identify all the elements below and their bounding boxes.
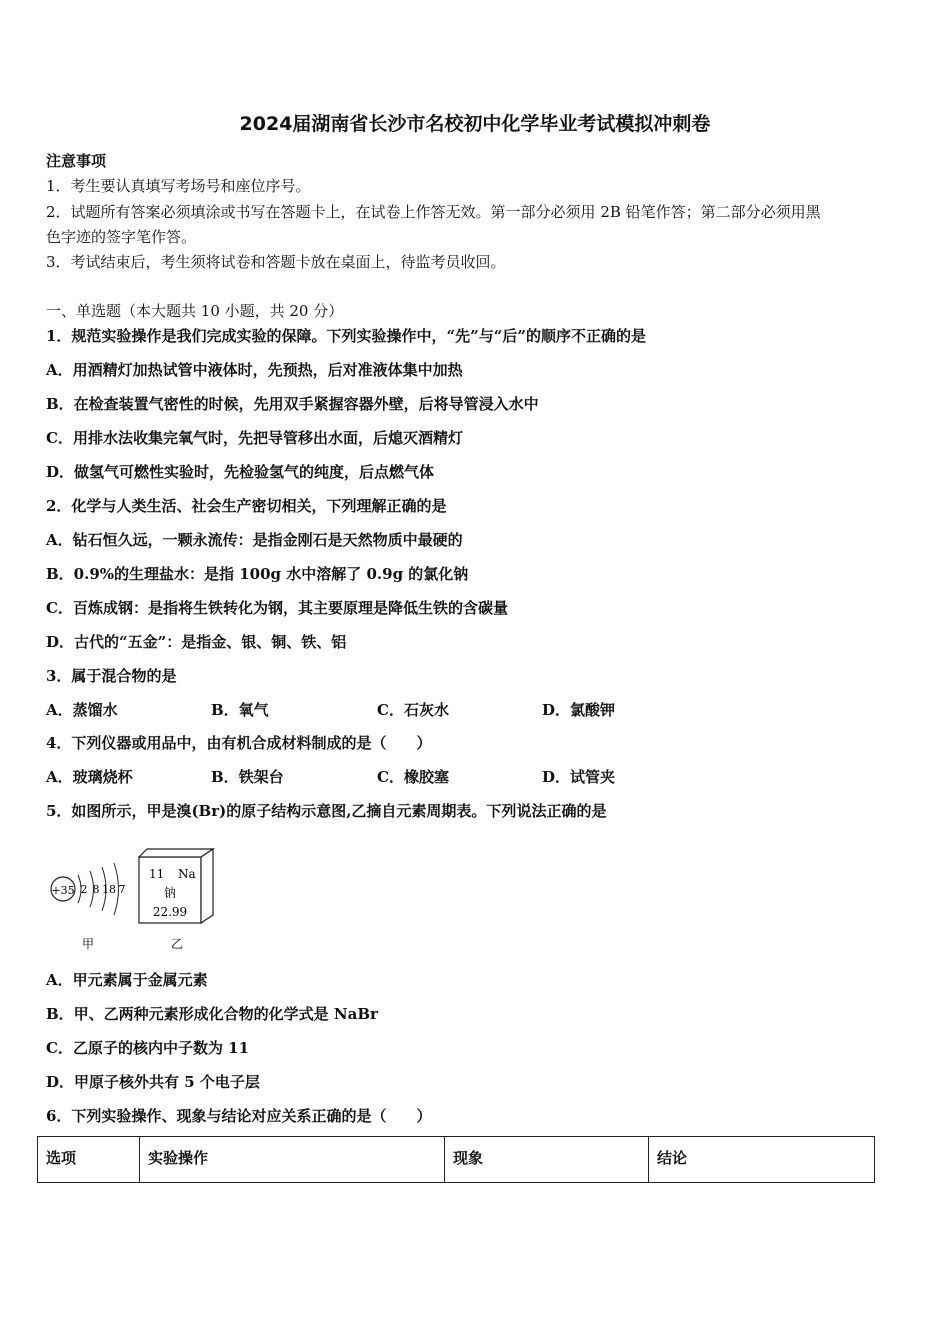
figure-label-b: 乙 bbox=[170, 937, 184, 951]
q1-option-a: A．用酒精灯加热试管中液体时，先预热，后对准液体集中加热 bbox=[46, 361, 463, 379]
question-3-stem: 3．属于混合物的是 bbox=[46, 667, 177, 685]
table-header-row bbox=[38, 1137, 875, 1183]
q1-option-b: B．在检查装置气密性的时候，先用双手紧握容器外壁，后将导管浸入水中 bbox=[46, 395, 539, 413]
notice-heading: 注意事项 bbox=[46, 152, 107, 170]
q4-option-a: A．玻璃烧杯 bbox=[46, 768, 133, 786]
q3-option-a: A．蒸馏水 bbox=[46, 701, 118, 719]
question-4-stem: 4．下列仪器或用品中，由有机合成材料制成的是（ ） bbox=[46, 734, 432, 752]
table-header-cell: 选项 bbox=[38, 1137, 140, 1183]
shell-electrons: 2 bbox=[80, 883, 88, 896]
table-header-cell: 结论 bbox=[649, 1137, 875, 1183]
q3-option-d: D．氯酸钾 bbox=[542, 701, 616, 719]
figure-label-a: 甲 bbox=[81, 937, 95, 951]
table-header-cell: 现象 bbox=[445, 1137, 649, 1183]
q4-option-b: B．铁架台 bbox=[211, 768, 284, 786]
shell-electrons: 8 bbox=[92, 883, 100, 896]
element-name: 钠 bbox=[163, 886, 177, 900]
q2-option-d: D．古代的“五金”：是指金、银、铜、铁、铝 bbox=[46, 633, 347, 651]
section-heading: 一、单选题（本大题共 10 小题，共 20 分） bbox=[46, 302, 344, 320]
q1-option-d: D．做氢气可燃性实验时，先检验氢气的纯度，后点燃气体 bbox=[46, 463, 435, 481]
question-6-stem: 6．下列实验操作、现象与结论对应关系正确的是（ ） bbox=[46, 1107, 432, 1125]
notice-item: 1．考生要认真填写考场号和座位序号。 bbox=[46, 177, 311, 195]
table-header-cell: 实验操作 bbox=[140, 1137, 445, 1183]
page-title: 2024届湖南省长沙市名校初中化学毕业考试模拟冲刺卷 bbox=[239, 113, 711, 135]
notice-item: 色字迹的签字笔作答。 bbox=[46, 228, 197, 246]
q3-option-b: B．氧气 bbox=[211, 701, 269, 719]
question-1-stem: 1．规范实验操作是我们完成实验的保障。下列实验操作中，“先”与“后”的顺序不正确的是 bbox=[46, 327, 646, 345]
q5-option-b: B．甲、乙两种元素形成化合物的化学式是 NaBr bbox=[46, 1005, 378, 1023]
element-cell-side bbox=[201, 849, 213, 923]
q6-table bbox=[37, 1136, 875, 1183]
notice-item: 2．试题所有答案必须填涂或书写在答题卡上，在试卷上作答无效。第一部分必须用 2B 铅笔作答；第二部分必须用黑 bbox=[46, 203, 821, 221]
q5-figure bbox=[44, 840, 234, 960]
q4-option-d: D．试管夹 bbox=[542, 768, 616, 786]
shell-electrons: 18 bbox=[102, 883, 116, 896]
q5-option-c: C．乙原子的核内中子数为 11 bbox=[46, 1039, 250, 1057]
q3-option-c: C．石灰水 bbox=[377, 701, 449, 719]
question-5-stem: 5．如图所示，甲是溴(Br)的原子结构示意图,乙摘自元素周期表。下列说法正确的是 bbox=[46, 802, 607, 820]
question-2-stem: 2．化学与人类生活、社会生产密切相关，下列理解正确的是 bbox=[46, 497, 447, 515]
q5-option-a: A．甲元素属于金属元素 bbox=[46, 971, 208, 989]
q2-option-b: B．0.9%的生理盐水：是指 100g 水中溶解了 0.9g 的氯化钠 bbox=[46, 565, 469, 583]
q5-option-d: D．甲原子核外共有 5 个电子层 bbox=[46, 1073, 260, 1091]
q1-option-c: C．用排水法收集完氧气时，先把导管移出水面，后熄灭酒精灯 bbox=[46, 429, 463, 447]
q2-option-c: C．百炼成钢：是指将生铁转化为钢，其主要原理是降低生铁的含碳量 bbox=[46, 599, 508, 617]
notice-item: 3．考试结束后，考生须将试卷和答题卡放在桌面上，待监考员收回。 bbox=[46, 253, 506, 271]
q4-option-c: C．橡胶塞 bbox=[377, 768, 449, 786]
shell-electrons: 7 bbox=[118, 883, 126, 896]
q2-option-a: A．钻石恒久远，一颗永流传：是指金刚石是天然物质中最硬的 bbox=[46, 531, 463, 549]
element-atomic-mass: 22.99 bbox=[152, 905, 188, 919]
element-symbol: Na bbox=[178, 867, 196, 881]
nucleus-charge: +35 bbox=[51, 884, 75, 897]
element-atomic-number: 11 bbox=[149, 867, 165, 881]
